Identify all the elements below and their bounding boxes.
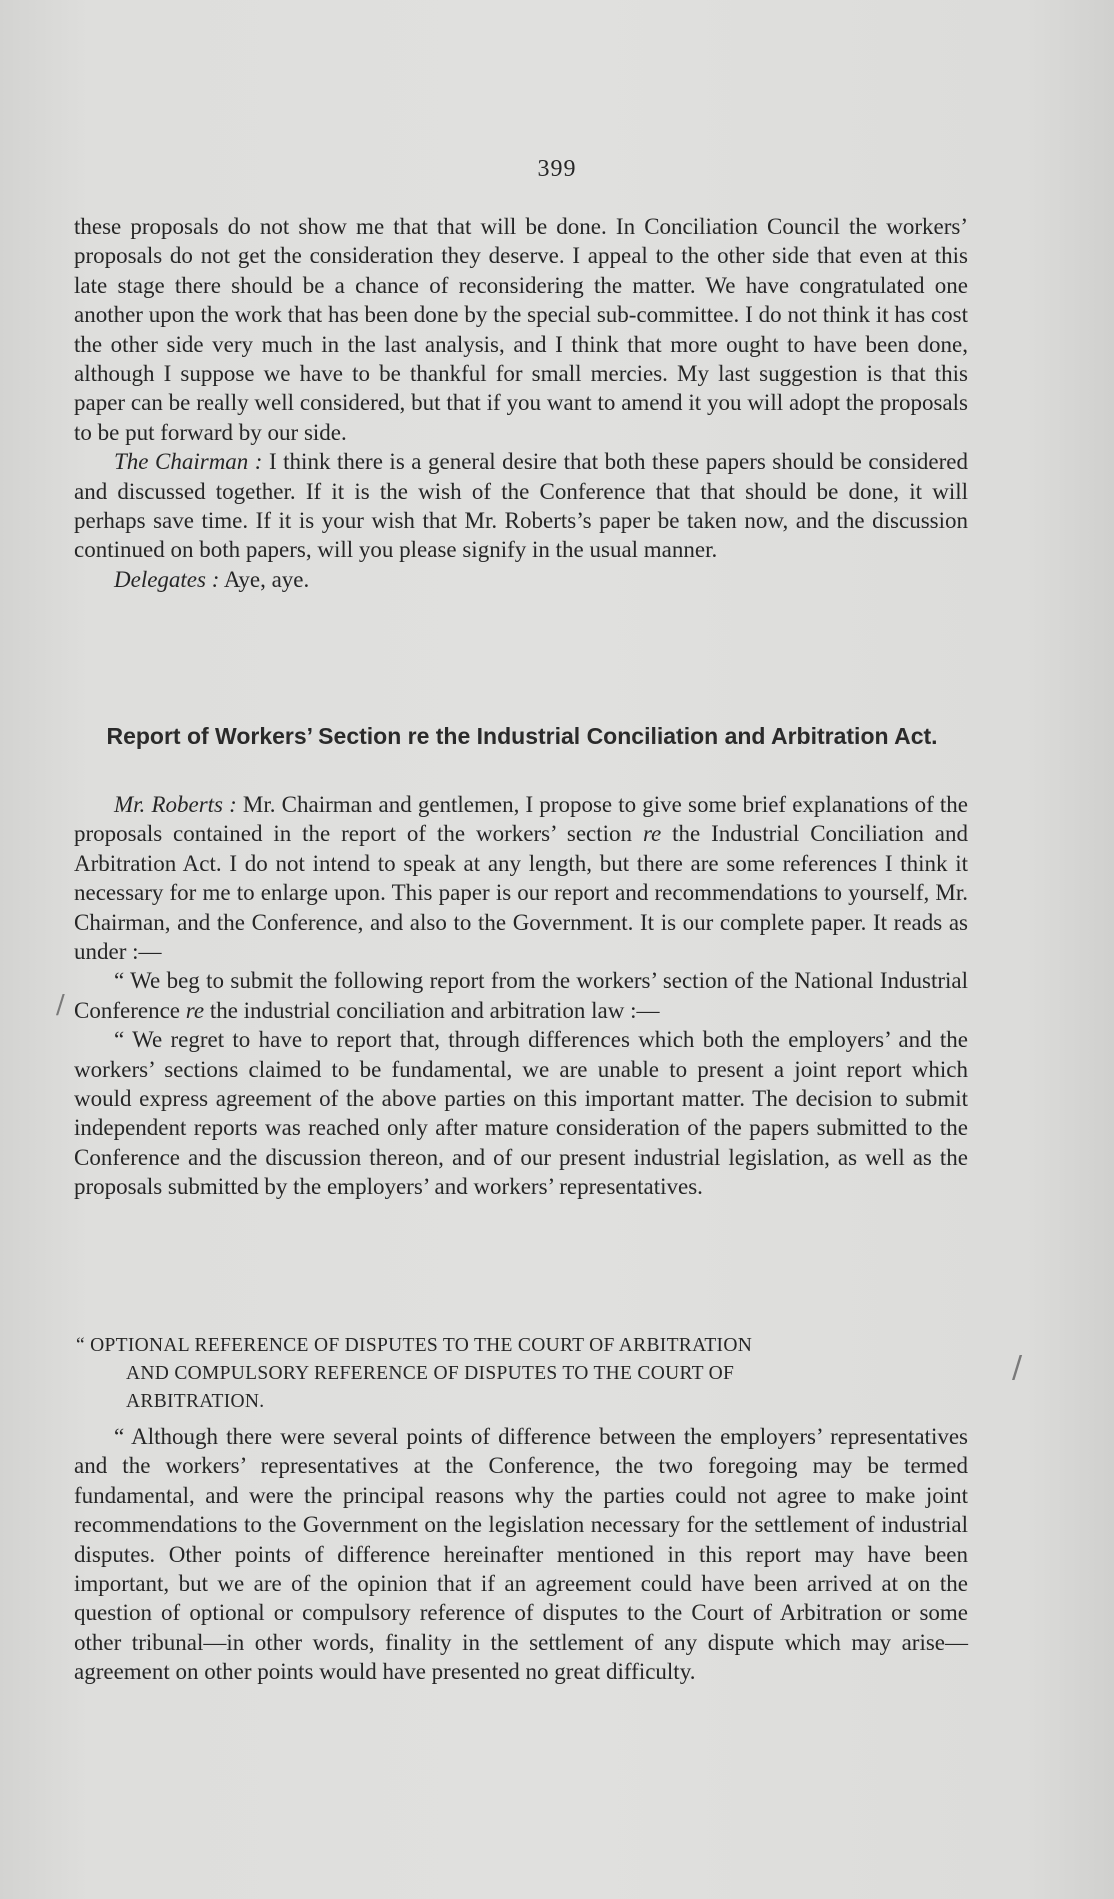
roberts-text-b: the Industrial Conciliation and Arbitration Act. I do not intend to speak at any length, but there are some references I think it necessary for me to enlarge upon. This paper is our report and recommendations to yourself, Mr. Chairman, and the Conference, and also to the Government. It is our complete paper. It reads as under :— [74, 821, 968, 965]
text-block-middle [74, 790, 968, 1202]
re-italic: re [642, 821, 662, 847]
section-heading: Report of Workers’ Section re the Industrial Conciliation and Arbitration Act. [106, 723, 938, 749]
page-number: 399 [537, 156, 577, 182]
quote-submit-a: “ We beg to submit the following report from the workers’ section of the National Industrial Conference [74, 968, 968, 1023]
caps-subheading-line: ARBITRATION. [126, 1391, 265, 1412]
pencil-mark: / [1012, 1350, 1023, 1385]
speaker-delegates: Delegates : [114, 566, 220, 592]
paragraph-roberts [74, 790, 968, 966]
caps-subheading-line: AND COMPULSORY REFERENCE OF DISPUTES TO THE COURT OF [126, 1363, 735, 1384]
delegates-text: Aye, aye. [219, 566, 310, 592]
speaker-roberts: Mr. Roberts : [114, 792, 237, 817]
quote-submit-b: the industrial conciliation and arbitration law :— [204, 997, 660, 1023]
roberts-text-a: Mr. Chairman and gentlemen, I propose to give some brief explanations of the proposals contained in the report of the workers’ section [74, 792, 968, 847]
paragraph-quote-regret: “ We regret to have to report that, through differences which both the employers’ and the workers’ sections claimed to be fundamental, we are unable to present a joint report which would express agreement of the above parties on this important matter. The decision to submit independent reports was reached only after mature consideration of the papers submitted to the Conference and the discussion thereon, and of our present industrial legislation, as well as the proposals submitted by the employers’ and workers’ representatives. [74, 1027, 968, 1200]
paragraph-delegates [74, 565, 968, 594]
paragraph-continuation: these proposals do not show me that that will be done. In Conciliation Council the workers’ proposals do not get the consideration they deserve. I appeal to the other side that even at this late stage there should be a chance of reconsidering the matter. We have congratulated one another upon the work that has been done by the special sub-committee. I do not think it has cost the other side very much in the last analysis, and I think that more ought to have been done, although I suppose we have to be thankful for small mercies. My last suggestion is that this paper can be really well considered, but that if you want to amend it you will adopt the proposals to be put forward by our side. [74, 214, 968, 445]
re-italic: re [185, 997, 205, 1023]
caps-subheading [76, 1332, 966, 1416]
text-block-top [74, 212, 968, 594]
chairman-text: I think there is a general desire that both these papers should be considered and discussed together. If it is the wish of the Conference that that should be done, it will perhaps save time. If it is your wish that Mr. Roberts’s paper be taken now, and the discussion continued on both papers, will you please signify in the usual manner. [74, 449, 969, 563]
speaker-chairman: The Chairman : [114, 449, 263, 475]
paragraph-quote-although: “ Although there were several points of difference between the employers’ representatives and the workers’ representatives at the Conference, the two foregoing may be termed fundamental, and were the principal reasons why the parties could not agree to make joint recommendations to the Government on the legislation necessary for the settlement of industrial disputes. Other points of difference hereinafter mentioned in this report may have been important, but we are of the opinion that if an agreement could have been arrived at on the question of optional or compulsory reference of disputes to the Court of Arbitration or some other tribunal—in other words, finality in the settlement of any dispute which may arise—agreement on other points would have presented no great difficulty. [74, 1424, 968, 1685]
paragraph-chairman [74, 447, 968, 565]
paragraph-quote-submit [74, 966, 968, 1025]
text-block-bottom [74, 1422, 968, 1687]
caps-subheading-line: “ OPTIONAL REFERENCE OF DISPUTES TO THE COURT OF ARBITRATION [76, 1335, 753, 1356]
pencil-mark: / [56, 990, 65, 1020]
